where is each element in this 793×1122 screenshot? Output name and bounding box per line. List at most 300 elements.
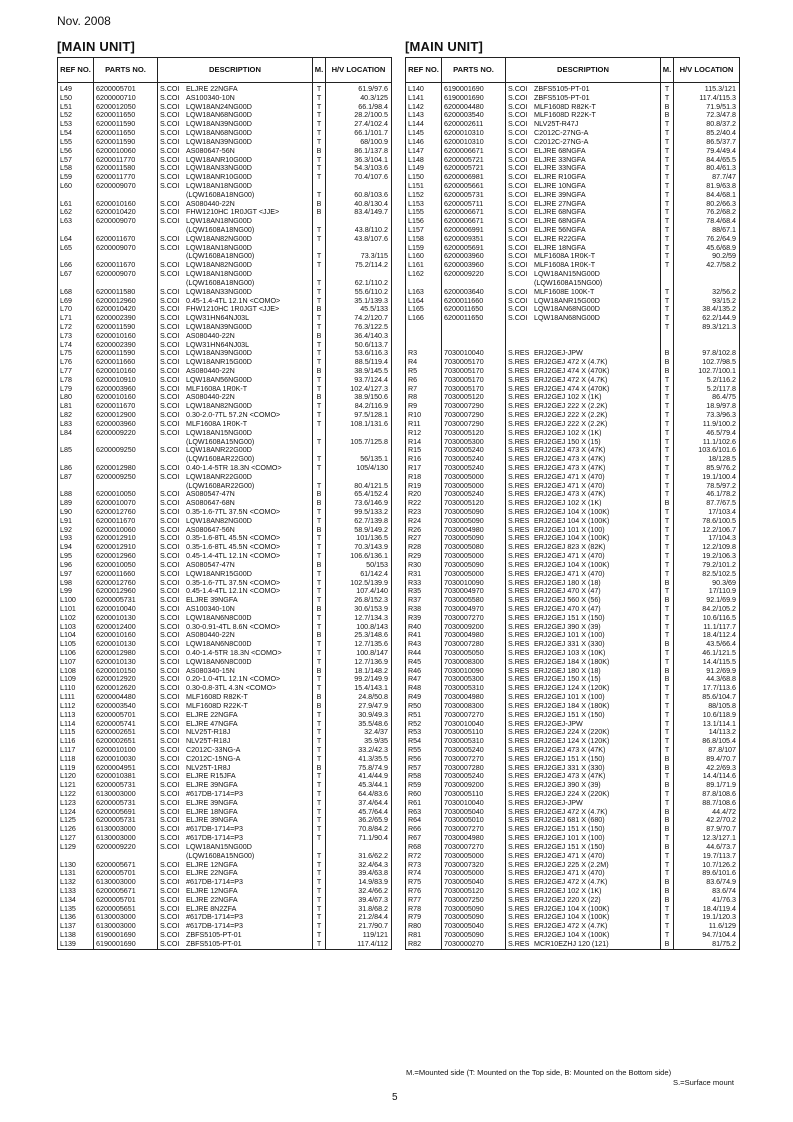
part-type: S.COI [160, 208, 180, 217]
description [506, 499, 661, 508]
part-description: AS080440-22N [186, 631, 235, 640]
part-description: ERJ2GEJ 151 X (150) [534, 613, 605, 622]
ref-no: R79 [406, 913, 442, 922]
ref-no: L71 [58, 314, 94, 323]
table-row [406, 429, 740, 438]
parts-no: 7030007270 [442, 614, 506, 623]
mounted-side: T [661, 173, 674, 182]
table-row [58, 332, 392, 341]
mounted-side: T [661, 235, 674, 244]
part-description: C2012C-27NG-A [534, 129, 589, 138]
part-description: ELJRE 12NGFA [186, 886, 238, 895]
hv-location: 100.8/147 [326, 649, 392, 658]
part-type: S.RES [508, 763, 530, 772]
mounted-side: T [313, 825, 326, 834]
part-description: ERJ2GEJ 471 X (470) [534, 481, 605, 490]
ref-no: L93 [58, 534, 94, 543]
ref-no [406, 323, 442, 332]
mounted-side: T [661, 156, 674, 165]
description [158, 737, 313, 746]
ref-no [406, 332, 442, 341]
parts-no: 7030005240 [442, 746, 506, 755]
mounted-side: B [661, 349, 674, 358]
mounted-side: T [661, 305, 674, 314]
parts-no: 6200012960 [94, 297, 158, 306]
mounted-side: T [313, 455, 326, 464]
part-type: S.COI [160, 508, 180, 516]
table-row [406, 341, 740, 350]
mounted-side [313, 217, 326, 226]
part-type: S.RES [508, 657, 530, 666]
hv-location: 76.2/68.2 [674, 208, 740, 217]
parts-no: 6200010130 [94, 614, 158, 623]
mounted-side: T [313, 358, 326, 367]
table-row [58, 631, 392, 640]
description [506, 147, 661, 156]
mounted-side: T [661, 314, 674, 323]
table-row [58, 869, 392, 878]
ref-no: L70 [58, 305, 94, 314]
ref-no: L127 [58, 834, 94, 843]
hv-location: 97.5/128.1 [326, 411, 392, 420]
mounted-side [661, 279, 674, 288]
table-row [406, 455, 740, 464]
part-description: (LQW1608A18NG00) [186, 226, 255, 234]
table-row [58, 825, 392, 834]
table-row [406, 226, 740, 235]
table-row [406, 887, 740, 896]
mounted-side: T [313, 728, 326, 737]
table-row [406, 182, 740, 191]
part-type: S.COI [160, 472, 180, 481]
ref-no: L140 [406, 83, 442, 94]
table-row [406, 385, 740, 394]
parts-no: 7030005040 [442, 922, 506, 931]
part-description: LQW18AN68NG00D [534, 314, 600, 323]
description [158, 940, 313, 949]
hv-location: 85.6/104.7 [674, 693, 740, 702]
part-description: MLF1608D R82K-T [186, 693, 248, 702]
table-row [406, 156, 740, 165]
mounted-side: B [661, 367, 674, 376]
parts-no: 6200011670 [94, 261, 158, 270]
mounted-side: B [313, 200, 326, 209]
part-type: S.RES [508, 569, 530, 578]
table-row [406, 816, 740, 825]
mounted-side: B [313, 305, 326, 314]
part-type: S.COI [160, 834, 180, 843]
parts-no: 6200003640 [442, 288, 506, 297]
table-row [406, 305, 740, 314]
table-row [406, 808, 740, 817]
parts-no: 6200010070 [94, 499, 158, 508]
part-description: ERJ2GEJ 472 X (4.7K) [534, 358, 608, 367]
mounted-side: T [661, 420, 674, 429]
description [506, 675, 661, 684]
ref-no: L99 [58, 587, 94, 596]
ref-no [58, 438, 94, 447]
part-type: S.RES [508, 737, 530, 746]
ref-no: L149 [406, 164, 442, 173]
table-row [406, 111, 740, 120]
hv-location: 56/135.1 [326, 455, 392, 464]
part-description: ERJ2GEJ 101 X (100) [534, 525, 605, 534]
table-row [406, 402, 740, 411]
description [158, 614, 313, 623]
parts-no: 7030005120 [442, 887, 506, 896]
ref-no: L152 [406, 191, 442, 200]
mounted-side: T [313, 103, 326, 112]
part-type: S.COI [160, 111, 180, 120]
description [506, 464, 661, 473]
parts-no: 6130003000 [94, 790, 158, 799]
parts-no: 6200006671 [442, 147, 506, 156]
ref-no: L138 [58, 931, 94, 940]
part-type: S.RES [508, 842, 530, 851]
description [506, 755, 661, 764]
hv-location: 37.4/64.4 [326, 799, 392, 808]
hv-location: 5.2/117.8 [674, 385, 740, 394]
part-description: AS080547-47N [186, 560, 235, 569]
description [158, 173, 313, 182]
hv-location: 13.1/114.1 [674, 720, 740, 729]
part-type: S.RES [508, 895, 530, 904]
parts-no: 6200009250 [94, 473, 158, 482]
hv-location: 43.8/110.2 [326, 226, 392, 235]
part-type: S.COI [508, 199, 528, 208]
part-description: ERJ2GEJ 224 X (220K) [534, 790, 610, 798]
description [506, 402, 661, 411]
part-description: FHW1210HC 1R0JGT <JJE> [186, 208, 280, 217]
table-row [406, 332, 740, 341]
ref-no: L134 [58, 896, 94, 905]
mounted-side: T [661, 631, 674, 640]
hv-location: 41.3/35.5 [326, 755, 392, 764]
ref-no: R63 [406, 808, 442, 817]
part-type: S.COI [160, 534, 180, 543]
description [158, 261, 313, 270]
hv-location: 11.6/129 [674, 922, 740, 931]
ref-no: R76 [406, 887, 442, 896]
hv-location: 32.4/66.2 [326, 887, 392, 896]
part-description: ERJ2GEJ 470 X (47) [534, 587, 601, 596]
part-type: S.COI [160, 922, 180, 931]
part-description: MLF1608D R82K-T [534, 102, 596, 111]
hv-location: 87.7/47 [674, 173, 740, 182]
parts-no: 6200005661 [442, 182, 506, 191]
mounted-side: T [661, 684, 674, 693]
mounted-side: T [313, 279, 326, 288]
table-row [406, 244, 740, 253]
hv-location: 83.6/74.9 [674, 878, 740, 887]
table-row [406, 438, 740, 447]
description [506, 878, 661, 887]
description [158, 517, 313, 526]
description [158, 473, 313, 482]
description [506, 623, 661, 632]
description [158, 605, 313, 614]
mounted-side: T [313, 349, 326, 358]
parts-no: 6200011590 [94, 120, 158, 129]
ref-no: L66 [58, 261, 94, 270]
table-row [406, 878, 740, 887]
ref-no: R55 [406, 746, 442, 755]
part-description: ELJRE 68NGFA [534, 217, 586, 226]
mounted-side: B [313, 393, 326, 402]
ref-no [58, 455, 94, 464]
part-description: MLF1608A 1R0K-T [534, 261, 596, 270]
ref-no: R68 [406, 843, 442, 852]
parts-no: 6200011770 [94, 173, 158, 182]
part-description: NLV25T-R18J [186, 737, 231, 746]
description [158, 305, 313, 314]
table-row [58, 103, 392, 112]
table-row [58, 446, 392, 455]
table-row [406, 579, 740, 588]
mounted-side: B [313, 147, 326, 156]
parts-no: 7030005580 [442, 596, 506, 605]
part-type: S.COI [160, 217, 180, 226]
parts-no: 7030005120 [442, 429, 506, 438]
col-description: DESCRIPTION [158, 58, 313, 83]
mounted-side: T [661, 297, 674, 306]
part-description: LQW18ANR22G00D [186, 472, 252, 481]
ref-no: R46 [406, 667, 442, 676]
ref-no: L123 [58, 799, 94, 808]
part-description: AS080647-56N [186, 146, 235, 155]
parts-no: 6200012050 [94, 103, 158, 112]
mounted-side: B [661, 878, 674, 887]
part-type: S.COI [160, 816, 180, 825]
hv-location: 78.5/97.2 [674, 482, 740, 491]
part-type: S.COI [508, 120, 528, 129]
part-description: ERJ2GEJ 473 X (47K) [534, 455, 606, 464]
description [158, 358, 313, 367]
mounted-side: T [661, 393, 674, 402]
description [506, 83, 661, 94]
mounted-side: T [661, 429, 674, 438]
mounted-side: T [661, 147, 674, 156]
hv-location: 11.1/102.6 [674, 438, 740, 447]
ref-no: R10 [406, 411, 442, 420]
table-row [406, 279, 740, 288]
parts-no: 7030005300 [442, 675, 506, 684]
ref-no: R39 [406, 614, 442, 623]
mounted-side: T [661, 790, 674, 799]
ref-no: L114 [58, 720, 94, 729]
part-description: ERJ2GEJ 150 X (15) [534, 675, 601, 684]
part-description: ERJ2GEJ 151 X (150) [534, 842, 605, 851]
hv-location: 10.7/126.2 [674, 861, 740, 870]
parts-no: 6200011670 [94, 517, 158, 526]
ref-no: L164 [406, 297, 442, 306]
ref-no: R77 [406, 896, 442, 905]
part-description: AS080340-15N [186, 666, 235, 675]
parts-no: 6200003540 [94, 702, 158, 711]
ref-no: L54 [58, 129, 94, 138]
hv-location: 46.5/79.4 [674, 429, 740, 438]
part-type: S.RES [508, 349, 530, 358]
part-description: ERJ2GEJ 681 X (680) [534, 816, 605, 825]
part-description: ELJRE R15JFA [186, 772, 236, 781]
part-type: S.RES [508, 878, 530, 887]
table-row [58, 596, 392, 605]
mounted-side: B [661, 596, 674, 605]
part-type: S.COI [160, 728, 180, 737]
ref-no: R49 [406, 693, 442, 702]
table-row [406, 596, 740, 605]
ref-no: R30 [406, 561, 442, 570]
ref-no: R53 [406, 728, 442, 737]
ref-no: R11 [406, 420, 442, 429]
part-type: S.RES [508, 455, 530, 464]
ref-no: L126 [58, 825, 94, 834]
part-description: LQW18AN68NG00D [186, 111, 252, 120]
ref-no: L119 [58, 764, 94, 773]
table-row [58, 305, 392, 314]
description [158, 191, 313, 200]
hv-location: 24.8/50.8 [326, 693, 392, 702]
part-description: ERJ2GEJ 104 X (100K) [534, 516, 610, 525]
part-description: ELJRE 39NGFA [534, 190, 586, 199]
part-description: LQW18AN82NG00D [186, 261, 252, 270]
ref-no: L104 [58, 631, 94, 640]
mounted-side [313, 429, 326, 438]
table-row [406, 702, 740, 711]
parts-no: 6130003000 [94, 922, 158, 931]
part-description: AS080547-47N [186, 490, 235, 499]
hv-location: 14.4/114.6 [674, 772, 740, 781]
part-type: S.COI [160, 869, 180, 878]
mounted-side: T [661, 129, 674, 138]
part-description: #617DB-1714=P3 [186, 922, 243, 931]
part-type: S.RES [508, 772, 530, 781]
mounted-side: T [661, 438, 674, 447]
ref-no: L129 [58, 843, 94, 852]
description [158, 490, 313, 499]
hv-location: 87.7/67.5 [674, 499, 740, 508]
description [506, 869, 661, 878]
part-type: S.COI [508, 173, 528, 182]
ref-no: R67 [406, 834, 442, 843]
part-type: S.RES [508, 816, 530, 825]
mounted-side: T [661, 385, 674, 394]
hv-location [326, 244, 392, 253]
part-type: S.RES [508, 375, 530, 384]
part-description: ERJ2GEJ 184 X (180K) [534, 657, 610, 666]
ref-no: L89 [58, 499, 94, 508]
hv-location: 93/15.2 [674, 297, 740, 306]
mounted-side: T [661, 905, 674, 914]
mounted-side: T [661, 473, 674, 482]
ref-no: R73 [406, 861, 442, 870]
part-type: S.COI [160, 604, 180, 613]
hv-location: 93.7/124.4 [326, 376, 392, 385]
ref-no: L133 [58, 887, 94, 896]
parts-no: 7030005170 [442, 367, 506, 376]
parts-no: 7030005170 [442, 376, 506, 385]
parts-no: 7030009200 [442, 623, 506, 632]
table-row [406, 464, 740, 473]
hv-location: 80.8/37.2 [674, 120, 740, 129]
table-row [406, 120, 740, 129]
hv-location: 32.4/64.3 [326, 861, 392, 870]
part-type: S.RES [508, 728, 530, 737]
description [506, 252, 661, 261]
parts-no: 6200010910 [94, 376, 158, 385]
parts-no: 6200012920 [94, 675, 158, 684]
parts-no: 6200010160 [94, 367, 158, 376]
parts-no: 6200005701 [94, 869, 158, 878]
table-row [406, 834, 740, 843]
mounted-side: T [661, 191, 674, 200]
description [506, 164, 661, 173]
parts-no: 6200005721 [442, 156, 506, 165]
ref-no: R12 [406, 429, 442, 438]
description [158, 658, 313, 667]
hv-location: 62.7/139.8 [326, 517, 392, 526]
mounted-side: T [661, 605, 674, 614]
ref-no: R80 [406, 922, 442, 931]
ref-no: L55 [58, 138, 94, 147]
mounted-side: T [661, 376, 674, 385]
part-description: LQW18AN39NG00D [186, 322, 252, 331]
mounted-side [313, 182, 326, 191]
hv-location: 43.5/66.4 [674, 640, 740, 649]
parts-no [94, 438, 158, 447]
mounted-side: T [661, 711, 674, 720]
ref-no: L75 [58, 349, 94, 358]
description [158, 83, 313, 94]
part-type: S.COI [160, 622, 180, 631]
part-type: S.RES [508, 613, 530, 622]
col-hv-location: H/V LOCATION [674, 58, 740, 83]
parts-no: 6200011650 [94, 111, 158, 120]
part-type: S.COI [160, 719, 180, 728]
parts-no: 7030007270 [442, 843, 506, 852]
hv-location: 62.2/144.9 [674, 314, 740, 323]
description [158, 129, 313, 138]
table-row [58, 252, 392, 261]
table-row [406, 931, 740, 940]
part-type: S.RES [508, 516, 530, 525]
part-type: S.COI [160, 305, 180, 314]
mounted-side: T [313, 411, 326, 420]
parts-no: 6200012960 [94, 552, 158, 561]
parts-no: 7030005310 [442, 684, 506, 693]
description [158, 808, 313, 817]
ref-no: R24 [406, 517, 442, 526]
parts-no: 6200009070 [94, 270, 158, 279]
ref-no: R48 [406, 684, 442, 693]
hv-location: 36.2/65.9 [326, 816, 392, 825]
table-row [58, 728, 392, 737]
mounted-side: T [313, 191, 326, 200]
part-description: ELJRE 12NGFA [186, 860, 238, 869]
part-type: S.COI [508, 181, 528, 190]
ref-no: L162 [406, 270, 442, 279]
hv-location: 25.3/148.6 [326, 631, 392, 640]
mounted-side: T [313, 570, 326, 579]
parts-no: 6200002651 [94, 737, 158, 746]
ref-no: L82 [58, 411, 94, 420]
part-type: S.RES [508, 543, 530, 552]
ref-no: L83 [58, 420, 94, 429]
table-row [58, 861, 392, 870]
ref-no: L49 [58, 83, 94, 94]
part-description: LQW18AN18NG00D [186, 270, 252, 279]
part-type: S.COI [508, 270, 528, 279]
